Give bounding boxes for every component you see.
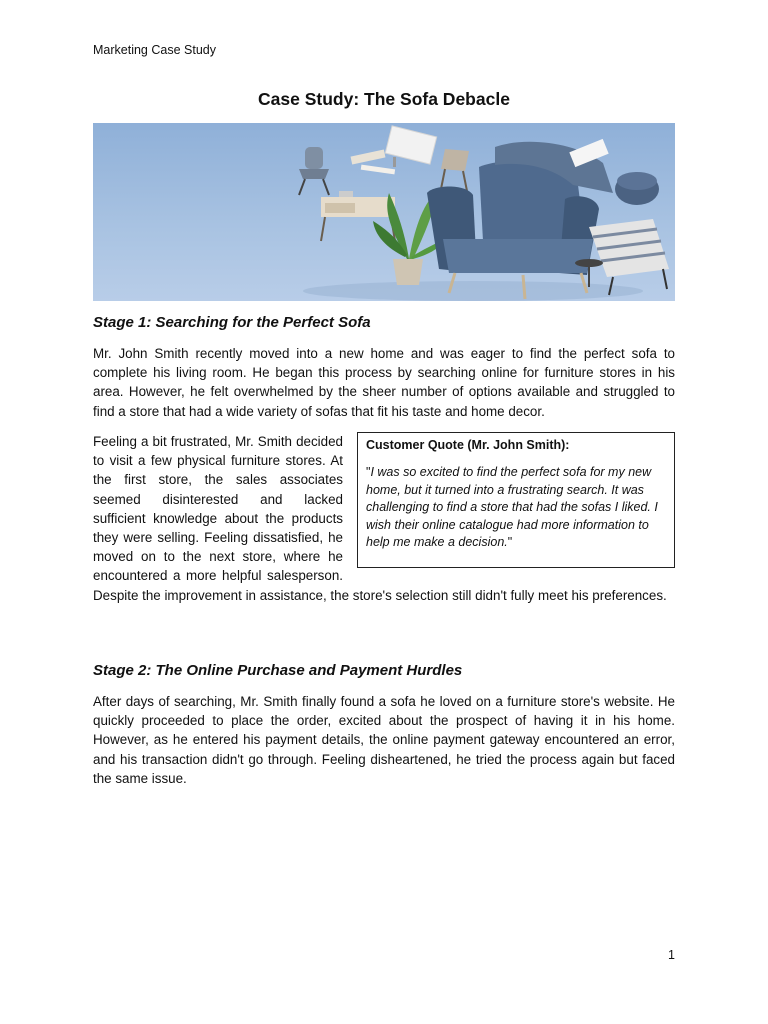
stage2-heading: Stage 2: The Online Purchase and Payment Hurdles bbox=[93, 662, 463, 679]
stage1-paragraph-1: Mr. John Smith recently moved into a new home and was eager to find the perfect sofa to complete his living room. He began this process by searching online for furniture stores in his area. However, he felt overwhelmed by the sheer number of options available and struggled to find a store that had a wide variety of sofas that fit his taste and home decor. bbox=[93, 346, 675, 419]
quote-text bbox=[366, 464, 665, 552]
page-header: Marketing Case Study bbox=[93, 43, 216, 57]
stage1-heading: Stage 1: Searching for the Perfect Sofa bbox=[93, 314, 371, 331]
stage2-paragraph: After days of searching, Mr. Smith finally found a sofa he loved on a furniture store's website. He quickly proceeded to place the order, excited about the prospect of having it in his home. However, as he entered his payment details, the online payment gateway encountered an error, and his transaction didn't go through. Feeling disheartened, he tried the process again but faced the same issue. bbox=[93, 694, 675, 786]
chair-left bbox=[299, 147, 329, 195]
furniture-collage-image bbox=[93, 123, 675, 301]
striped-chair bbox=[589, 219, 669, 295]
furniture-illustration bbox=[93, 123, 675, 301]
stage1-paragraph-2-wrapper bbox=[93, 432, 675, 605]
white-cabinet bbox=[385, 126, 436, 167]
page-number: 1 bbox=[668, 948, 675, 962]
quote-body: I was so excited to find the perfect sofa for my new home, but it turned into a frustrating search. It was challenging to find a store that had the sofas I liked. I wish their online catalogue had more information to help me make a decision. bbox=[366, 465, 658, 550]
quote-title: Customer Quote (Mr. John Smith): bbox=[366, 438, 570, 452]
quote-close-mark: " bbox=[507, 535, 513, 550]
customer-quote-box bbox=[357, 432, 675, 568]
page-title: Case Study: The Sofa Debacle bbox=[258, 89, 510, 109]
quote-open-mark: " bbox=[366, 465, 371, 479]
stage1-paragraph-2: Feeling a bit frustrated, Mr. Smith decided to visit a few physical furniture stores. At the first store, the sales associates seemed disinterested and lacked sufficient knowledge about the products they were selling. Feeling dissatisfied, he moved on to the next store, where he encountered a more helpful salesperson. Despite the improvement in assistance, the store's selection still didn't fully meet his preferences. bbox=[93, 434, 667, 603]
